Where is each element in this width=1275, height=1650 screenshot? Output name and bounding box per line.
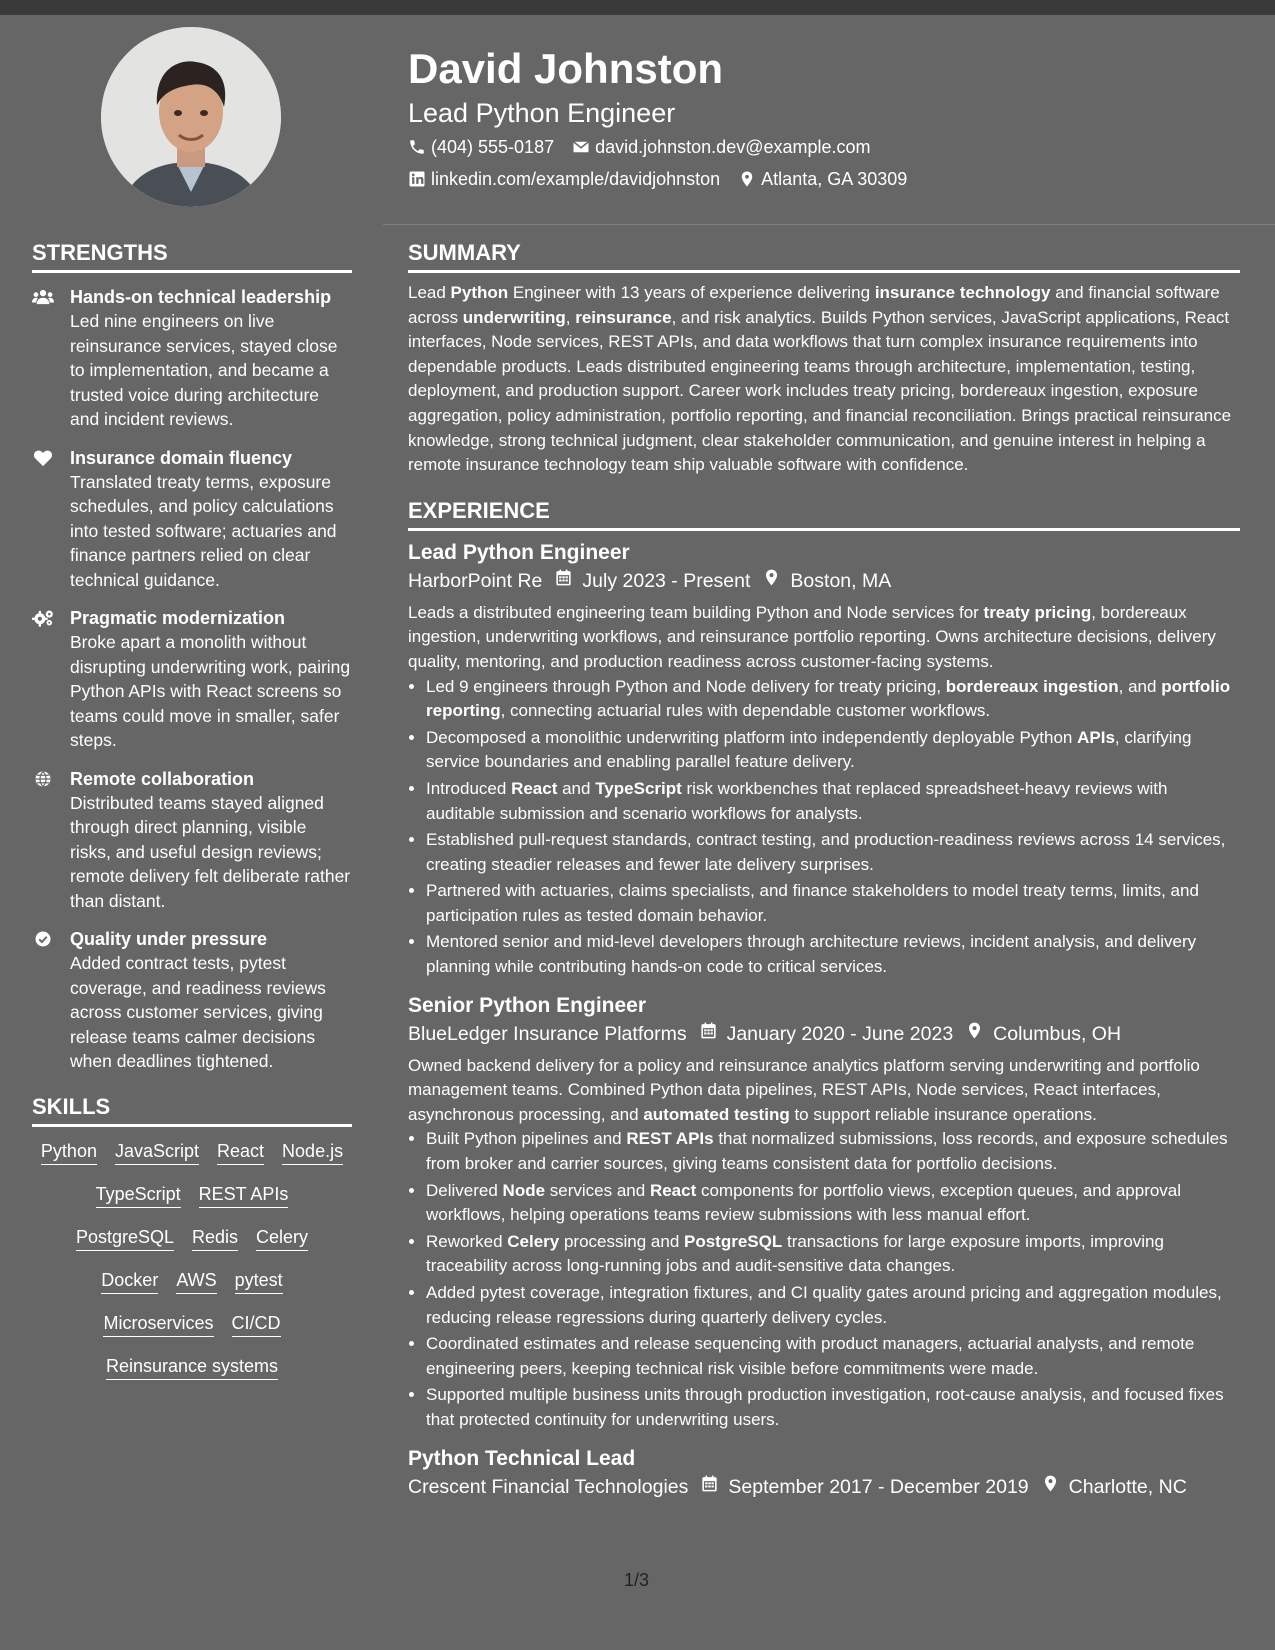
strength-item (32, 606, 352, 753)
bold-text: bordereaux ingestion (945, 676, 1119, 696)
skill-tag: REST APIs (199, 1182, 289, 1208)
text-run: Established pull-request standards, contract testing, and production-readiness reviews across 14 services, creating steadier releases and fewer late delivery surprises. (426, 830, 1226, 874)
bold-text: React (649, 1180, 697, 1200)
bullet-item (426, 777, 1240, 826)
job-dates: September 2017 - December 2019 (728, 1475, 1029, 1498)
sidebar (32, 238, 352, 1397)
text-run: Lead (408, 283, 451, 302)
job-entry (408, 539, 1240, 980)
bold-text: insurance technology (874, 283, 1051, 302)
text-run: risk workbenches that replaced spreadsheet-heavy reviews with auditable submission and scenario workflows for analysts. (426, 778, 1168, 823)
contact-row-1 (408, 136, 1238, 158)
text-run: , bordereaux ingestion, underwriting workflows, and reinsurance portfolio reporting. Owns architecture decisions, delivery quality, mentoring, and production readiness across customer-facing systems. (408, 602, 1216, 671)
skills-section (32, 1092, 352, 1380)
avatar-illustration (101, 27, 281, 207)
text-run: Reworked (426, 1231, 508, 1251)
profile-photo (101, 27, 281, 207)
text-run: to support reliable insurance operations. (789, 1104, 1097, 1124)
job-description (408, 1054, 1240, 1128)
text-run: and financial software across (408, 283, 1220, 327)
skill-tag: TypeScript (96, 1182, 181, 1208)
job-dates: July 2023 - Present (582, 569, 751, 592)
skills-list (32, 1139, 352, 1380)
company-name: HarborPoint Re (408, 569, 543, 592)
job-meta (408, 1020, 1240, 1048)
linkedin-text: linkedin.com/example/davidjohnston (431, 169, 721, 189)
strength-description: Translated treaty terms, exposure schedules, and policy calculations into tested software; actuaries and finance partners relied on clear technical guidance. (70, 471, 337, 590)
location-text: Atlanta, GA 30309 (761, 169, 908, 189)
skill-tag: Docker (101, 1268, 158, 1294)
text-run: that normalized submissions, loss records, and exposure schedules from broker and carrier sources, giving teams consistent data for portfolio decisions. (426, 1129, 1228, 1174)
skill-tag: Redis (192, 1225, 238, 1251)
strength-description: Distributed teams stayed aligned through direct planning, visible risks, and useful design reviews; remote delivery felt deliberate rather than distant. (70, 792, 351, 911)
strength-title: Hands-on technical leadership (70, 287, 332, 307)
skill-tag: Microservices (103, 1311, 213, 1337)
text-run: and (557, 778, 596, 798)
bullet-item (426, 879, 1240, 928)
phone-contact[interactable] (408, 136, 554, 158)
bold-text: Celery (507, 1231, 560, 1251)
strength-body (70, 927, 352, 1074)
strength-title: Remote collaboration (70, 768, 255, 789)
text-run: Supported multiple business units through production investigation, root-cause analysis, and focused fixes that protected continuity for underwriting users. (426, 1385, 1224, 1429)
skill-row (32, 1354, 352, 1380)
bullet-item (426, 1281, 1240, 1330)
skill-tag: PostgreSQL (76, 1225, 174, 1251)
map-pin-icon (750, 567, 790, 595)
users-icon (32, 285, 56, 432)
skill-tag: pytest (235, 1268, 283, 1294)
summary-text (408, 281, 1240, 478)
bold-text: portfolio reporting (426, 676, 1231, 721)
text-run: , connecting actuarial rules with dependable customer workflows. (500, 701, 991, 721)
calendar-icon (687, 1020, 727, 1048)
strength-item (32, 446, 352, 593)
email-text: david.johnston.dev@example.com (595, 137, 871, 157)
bullet-item (426, 1383, 1240, 1432)
bullet-item (426, 1127, 1240, 1176)
phone-text: (404) 555-0187 (431, 137, 555, 157)
strength-title: Insurance domain fluency (70, 447, 293, 468)
bullet-item (426, 1332, 1240, 1381)
strengths-list (32, 285, 352, 1074)
bold-text: Python (450, 283, 509, 302)
strength-body (70, 446, 352, 593)
text-run: Delivered (426, 1180, 503, 1200)
text-run: components for portfolio views, exception queues, and approval workflows, helping operations teams review submissions with less manual effort. (426, 1180, 1182, 1225)
skill-tag: CI/CD (232, 1311, 281, 1337)
skill-tag: Celery (256, 1225, 308, 1251)
bold-text: underwriting (462, 307, 566, 327)
bold-text: APIs (1077, 727, 1115, 747)
location-contact (738, 168, 907, 190)
skill-tag: Node.js (282, 1139, 343, 1165)
map-pin-icon (953, 1020, 993, 1048)
text-run: Leads a distributed engineering team building Python and Node services for (408, 602, 984, 622)
bullet-item (426, 828, 1240, 877)
candidate-name: David Johnston (408, 45, 724, 92)
job-title: Lead Python Engineer (408, 540, 630, 564)
job-meta (408, 567, 1240, 595)
job-location: Boston, MA (790, 569, 892, 592)
linkedin-contact[interactable] (408, 168, 720, 190)
text-run: Engineer with 13 years of experience delivering (508, 283, 875, 302)
job-bullets (408, 1127, 1240, 1432)
summary-heading: SUMMARY (408, 238, 1240, 273)
calendar-icon (688, 1473, 728, 1501)
bullet-item (426, 726, 1240, 775)
strength-body (70, 767, 352, 914)
jobs-list (408, 539, 1240, 1501)
bullet-item (426, 1230, 1240, 1279)
bold-text: automated testing (643, 1104, 790, 1124)
text-run: Added pytest coverage, integration fixtures, and CI quality gates around pricing and aggregation modules, reducing release regressions during quarterly delivery cycles. (426, 1283, 1222, 1327)
bold-text: reinsurance (575, 307, 672, 327)
strength-title: Pragmatic modernization (70, 608, 286, 628)
job-meta (408, 1473, 1240, 1501)
skill-row (32, 1311, 352, 1337)
skill-tag: React (217, 1139, 264, 1165)
contact-row-2 (408, 168, 1238, 190)
text-run: Coordinated estimates and release sequencing with product managers, actuarial analysts, and remote engineering peers, keeping technical risk visible before commitments were made. (426, 1334, 1195, 1378)
skills-heading: SKILLS (32, 1092, 352, 1127)
skill-row (32, 1225, 352, 1251)
skill-row (32, 1139, 352, 1165)
skill-tag: Python (41, 1139, 97, 1165)
bold-text: Node (502, 1180, 546, 1200)
job-dates: January 2020 - June 2023 (726, 1022, 954, 1045)
text-run: , clarifying service boundaries and enabling parallel feature delivery. (426, 727, 1192, 772)
globe-icon (32, 767, 56, 914)
job-description (408, 601, 1240, 675)
experience-section (408, 496, 1240, 1501)
bold-text: REST APIs (626, 1129, 714, 1149)
strength-item (32, 767, 352, 914)
job-entry (408, 1445, 1240, 1501)
skill-tag: Reinsurance systems (106, 1354, 278, 1380)
text-run: Mentored senior and mid-level developers through architecture reviews, incident analysis, and delivery planning while contributing hands-on code to critical services. (426, 932, 1197, 977)
map-pin-icon (1029, 1473, 1069, 1501)
bold-text: TypeScript (595, 778, 682, 798)
strength-description: Led nine engineers on live reinsurance services, stayed close to implementation, and became a trusted voice during architecture and incident reviews. (70, 311, 338, 429)
text-run: , and (1118, 676, 1162, 696)
check-circle-icon (32, 927, 56, 1074)
main-content (408, 238, 1240, 1513)
text-run: Led 9 engineers through Python and Node delivery for treaty pricing, (426, 676, 946, 696)
company-name: BlueLedger Insurance Platforms (408, 1022, 687, 1045)
map-pin-icon (738, 170, 756, 188)
strength-body (70, 285, 352, 432)
text-run: Owned backend delivery for a policy and reinsurance analytics platform serving underwriting and portfolio management teams. Combined Python data pipelines, REST APIs, Node services, React interfaces, asynchronous processing, and (408, 1055, 1200, 1124)
text-run: Partnered with actuaries, claims specialists, and finance stakeholders to model treaty terms, limits, and participation rules as tested domain behavior. (426, 881, 1199, 925)
strengths-heading: STRENGTHS (32, 238, 352, 273)
bullet-item (426, 930, 1240, 979)
text-run: Built Python pipelines and (426, 1129, 627, 1149)
text-run: , (565, 307, 576, 327)
text-run: processing and (559, 1231, 684, 1251)
job-bullets (408, 675, 1240, 980)
bold-text: PostgreSQL (684, 1231, 783, 1251)
resume-header (408, 42, 1238, 190)
header-divider (383, 224, 1275, 225)
text-run: , and risk analytics. Builds Python services, JavaScript applications, React interfaces, Node services, REST APIs, and data workflows that turn complex insurance requirements into dependable products. Leads distributed engineering teams through architecture, implementation, testing, deployment, and production support. Career work includes treaty pricing, bordereaux ingestion, exposure aggregation, policy administration, portfolio reporting, and financial reconciliation. Brings practical reinsurance knowledge, strong technical judgment, clear stakeholder communication, and genuine interest in helping a remote insurance technology team ship valuable software with confidence. (408, 307, 1232, 475)
skill-row (32, 1182, 352, 1208)
calendar-icon (542, 567, 582, 595)
strength-description: Broke apart a monolith without disrupting underwriting work, pairing Python APIs with React screens so teams could move in smaller, safer steps. (70, 632, 351, 750)
phone-icon (408, 138, 426, 156)
strength-item (32, 927, 352, 1074)
linkedin-icon (408, 170, 426, 188)
strength-body (70, 606, 352, 753)
envelope-icon (572, 138, 590, 156)
skill-tag: AWS (176, 1268, 216, 1294)
text-run: services and (545, 1180, 650, 1200)
job-location: Charlotte, NC (1068, 1475, 1187, 1498)
strength-description: Added contract tests, pytest coverage, and readiness reviews across customer services, giving release teams calmer decisions when deadlines tightened. (70, 953, 326, 1071)
bold-text: React (511, 778, 558, 798)
bold-text: treaty pricing (983, 602, 1092, 622)
page-number: 1/3 (624, 1570, 650, 1590)
skill-tag: JavaScript (115, 1139, 199, 1165)
text-run: Introduced (426, 778, 512, 798)
company-name: Crescent Financial Technologies (408, 1475, 689, 1498)
strength-item (32, 285, 352, 432)
job-title: Python Technical Lead (408, 1446, 636, 1470)
job-title: Senior Python Engineer (408, 993, 647, 1017)
gears-icon (32, 606, 56, 753)
job-entry (408, 992, 1240, 1433)
text-run: transactions for large exposure imports, improving traceability across long-running jobs and audit-sensitive data changes. (426, 1231, 1164, 1276)
experience-heading: EXPERIENCE (408, 496, 1240, 531)
heart-icon (32, 446, 56, 593)
strength-title: Quality under pressure (70, 929, 268, 949)
skill-row (32, 1268, 352, 1294)
email-contact[interactable] (572, 136, 870, 158)
job-location: Columbus, OH (993, 1022, 1122, 1045)
text-run: Decomposed a monolithic underwriting platform into independently deployable Python (426, 727, 1078, 747)
top-bar (0, 0, 1275, 15)
candidate-title: Lead Python Engineer (408, 98, 676, 128)
bullet-item (426, 1179, 1240, 1228)
bullet-item (426, 675, 1240, 724)
